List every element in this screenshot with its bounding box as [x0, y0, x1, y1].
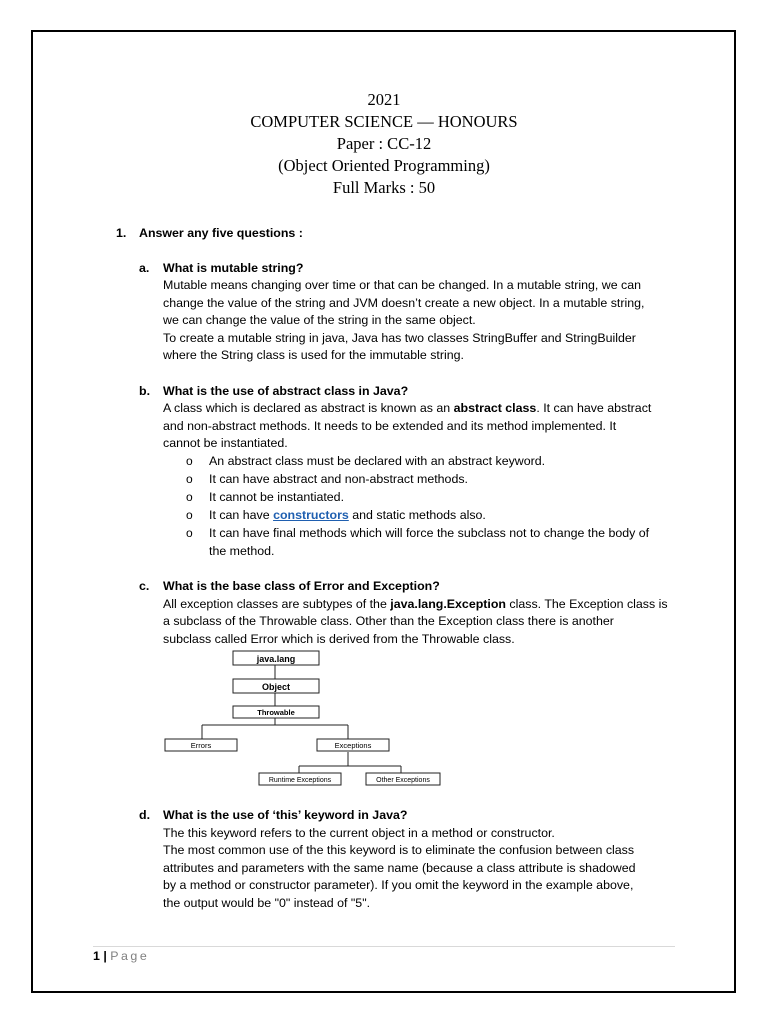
item-d-line-4: by a method or constructor parameter). If you omit the keyword in the example above,	[163, 878, 634, 892]
question-number: 1.	[116, 226, 127, 240]
item-c-letter: c.	[139, 579, 150, 593]
node-exceptions-label: Exceptions	[334, 741, 372, 750]
abstract-class-term: abstract class	[453, 401, 537, 415]
item-a-line-2: change the value of the string and JVM doesn’t create a new object. In a mutable string,	[163, 296, 645, 310]
bullet-marker: o	[186, 454, 193, 468]
item-d-line-3: attributes and parameters with the same name (because a class attribute is shadowed	[163, 861, 636, 875]
exam-course: (Object Oriented Programming)	[278, 156, 490, 175]
node-other-exceptions-label: Other Exceptions	[376, 777, 430, 784]
item-d-line-1: The this keyword refers to the current object in a method or constructor.	[163, 826, 555, 840]
item-b-bullet-1: An abstract class must be declared with an abstract keyword.	[209, 454, 546, 468]
exam-marks: Full Marks : 50	[332, 178, 436, 197]
item-b-letter: b.	[139, 384, 151, 398]
exception-hierarchy-diagram	[160, 648, 450, 790]
node-throwable-label: Throwable	[257, 708, 295, 717]
item-c-line-1: All exception classes are subtypes of the java.lang.Exception class. The Exception class is	[163, 597, 668, 611]
bullet-marker: o	[186, 490, 193, 504]
exam-paper: Paper : CC-12	[336, 134, 432, 153]
item-a-line-5: where the String class is used for the immutable string.	[163, 348, 464, 362]
item-b-bullet-5-line-2: the method.	[209, 544, 275, 558]
item-b-line-1: A class which is declared as abstract is known as an abstract class. It can have abstract	[163, 401, 652, 415]
item-d-letter: d.	[139, 808, 151, 822]
node-java-lang-label: java.lang	[256, 654, 296, 664]
item-a-question: What is mutable string?	[163, 261, 304, 275]
footer-rule	[93, 946, 675, 947]
item-d-line-2: The most common use of the this keyword is to eliminate the confusion between class	[163, 843, 635, 857]
node-object-label: Object	[261, 682, 291, 692]
item-b-bullet-2: It can have abstract and non-abstract methods.	[209, 472, 468, 486]
item-b-question: What is the use of abstract class in Java?	[163, 384, 409, 398]
constructors-link[interactable]: constructors	[273, 508, 349, 522]
item-b-bullet-3: It cannot be instantiated.	[209, 490, 345, 504]
item-a-line-3: we can change the value of the string in the same object.	[163, 313, 476, 327]
bullet-marker: o	[186, 472, 193, 486]
item-b-line-3: cannot be instantiated.	[163, 436, 288, 450]
page-separator: |	[103, 949, 107, 963]
item-c-line-2: a subclass of the Throwable class. Other than the Exception class there is another	[163, 614, 614, 628]
exam-subject: COMPUTER SCIENCE — HONOURS	[250, 112, 518, 131]
node-errors-label: Errors	[190, 741, 212, 750]
item-d-line-5: the output would be "0" instead of "5".	[163, 896, 371, 910]
item-c-question: What is the base class of Error and Exception?	[163, 579, 440, 593]
question-title: Answer any five questions :	[139, 226, 303, 240]
exam-year: 2021	[367, 90, 401, 109]
item-a-line-4: To create a mutable string in java, Java has two classes StringBuffer and StringBuilder	[163, 331, 636, 345]
page-number: 1	[93, 949, 100, 963]
item-d-question: What is the use of ‘this’ keyword in Java?	[163, 808, 408, 822]
node-runtime-exceptions-label: Runtime Exceptions	[268, 777, 332, 784]
item-b-bullet-5-line-1: It can have final methods which will force the subclass not to change the body of	[209, 526, 650, 540]
bullet-marker: o	[186, 508, 193, 522]
page-label: Page	[110, 949, 150, 963]
page-footer	[93, 947, 149, 965]
java-lang-exception-term: java.lang.Exception	[390, 597, 506, 611]
item-b-bullet-4: It can have constructors and static methods also.	[209, 508, 486, 522]
item-a-letter: a.	[139, 261, 150, 275]
bullet-marker: o	[186, 526, 193, 540]
item-b-line-2: and non-abstract methods. It needs to be extended and its method implemented. It	[163, 419, 617, 433]
item-c-line-3: subclass called Error which is derived from the Throwable class.	[163, 632, 515, 646]
item-a-line-1: Mutable means changing over time or that can be changed. In a mutable string, we can	[163, 278, 642, 292]
